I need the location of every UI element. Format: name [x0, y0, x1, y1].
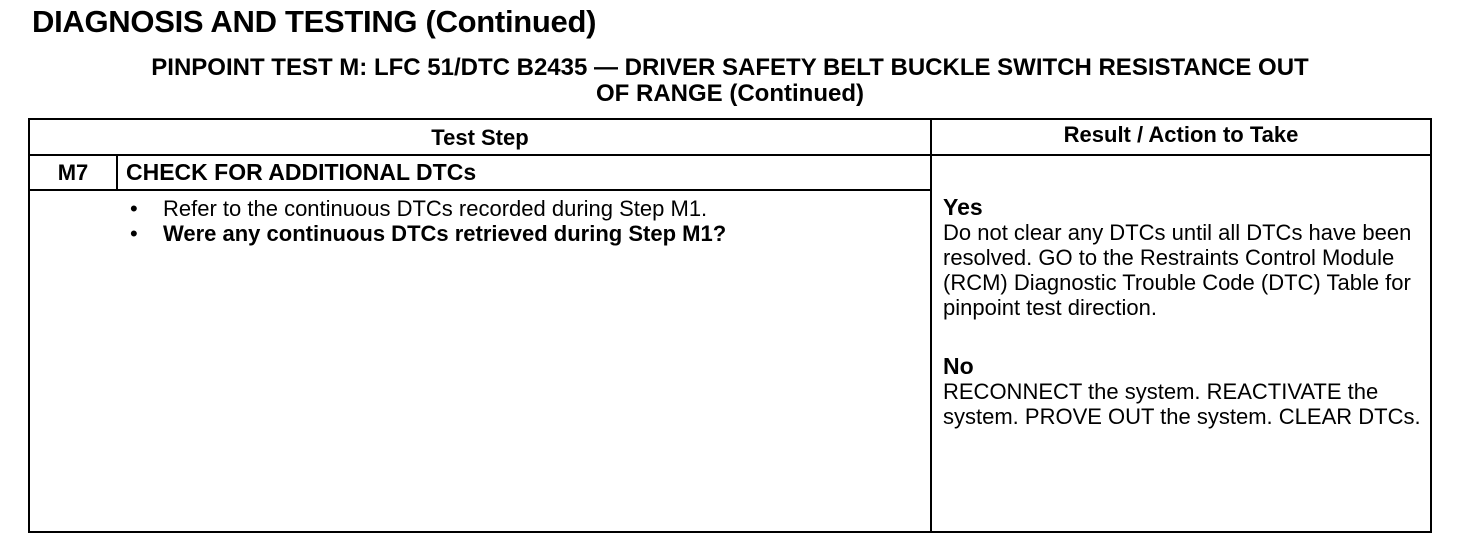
step-id: M7: [57, 160, 89, 185]
result-yes-text: Do not clear any DTCs until all DTCs have been resolved. GO to the Restraints Control Module (RCM) Diagnostic Trouble Code (DTC) Table for pinpoint test direction.: [943, 220, 1412, 320]
result-yes-label: Yes: [943, 194, 983, 220]
pinpoint-test-title: [28, 55, 1432, 107]
result-no: [943, 353, 1423, 429]
step-bullet-item: [130, 196, 726, 221]
bullet-marker: •: [130, 196, 138, 221]
pinpoint-test-title-line-2: OF RANGE (Continued): [596, 80, 864, 107]
result-no-text: RECONNECT the system. REACTIVATE the system. PROVE OUT the system. CLEAR DTCs.: [943, 379, 1421, 429]
result-no-label: No: [943, 353, 974, 379]
header-divider: [30, 154, 1430, 156]
step-title: CHECK FOR ADDITIONAL DTCs: [126, 159, 477, 185]
step-bullet-item: [130, 221, 726, 246]
step-row-divider: [30, 189, 930, 191]
bullet-marker: •: [130, 221, 138, 246]
step-bullet-list: [130, 196, 726, 246]
bullet-text: Refer to the continuous DTCs recorded during Step M1.: [163, 196, 708, 221]
section-heading: DIAGNOSIS AND TESTING (Continued): [32, 4, 597, 39]
result-yes: [943, 194, 1423, 320]
column-divider: [930, 120, 932, 533]
header-test-step: Test Step: [431, 125, 529, 150]
pinpoint-test-title-line-1: PINPOINT TEST M: LFC 51/DTC B2435 — DRIVER SAFETY BELT BUCKLE SWITCH RESISTANCE OUT: [151, 54, 1309, 81]
test-step-table: [28, 118, 1432, 533]
step-id-divider: [116, 154, 118, 191]
header-result-action: Result / Action to Take: [1063, 122, 1299, 147]
bullet-question-text: Were any continuous DTCs retrieved during Step M1?: [163, 221, 727, 246]
